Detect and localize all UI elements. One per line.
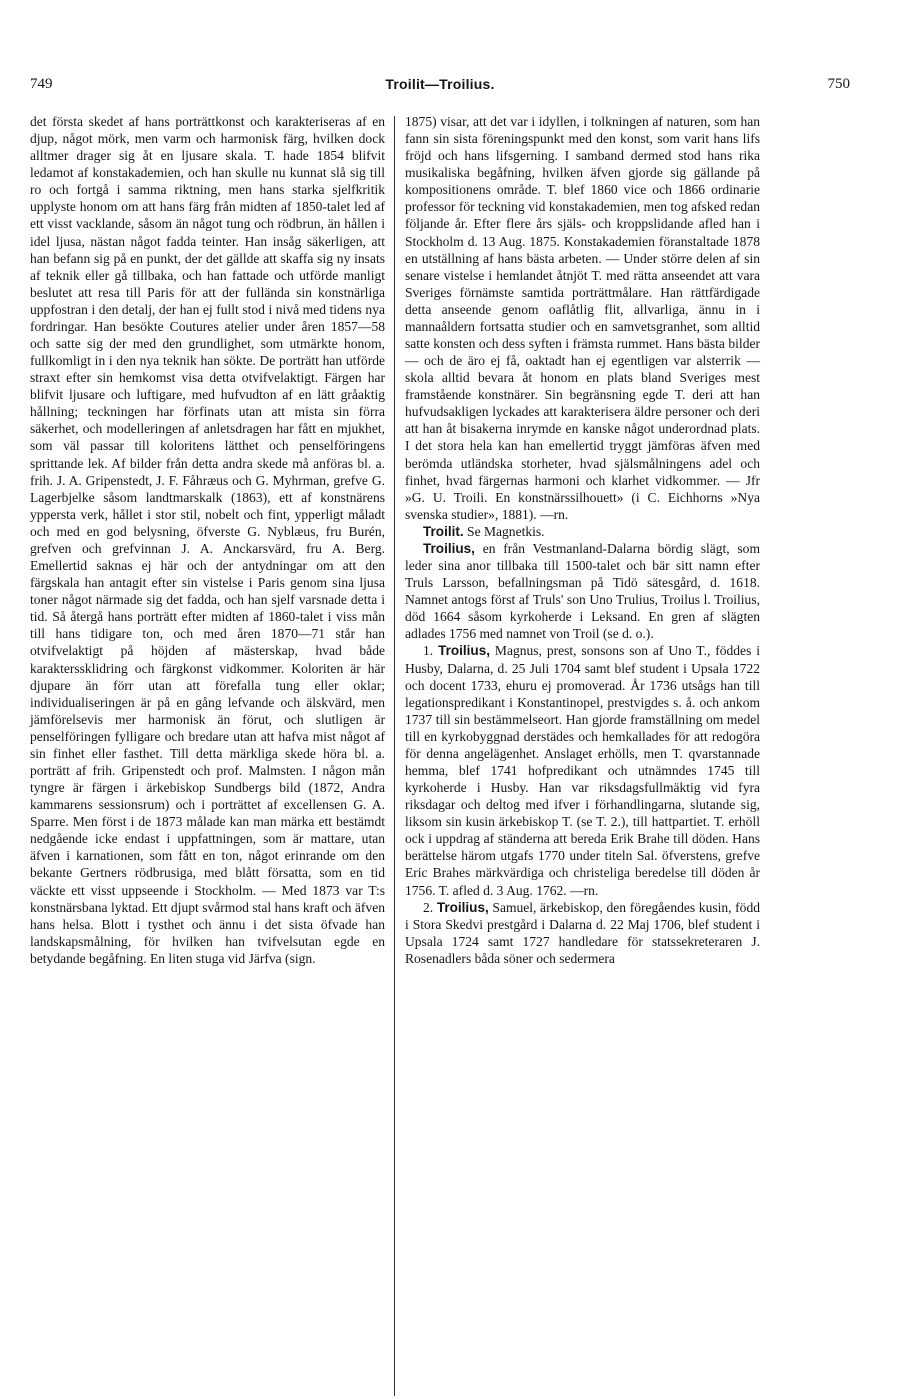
right-column	[405, 113, 760, 967]
page-number-left: 749	[30, 76, 53, 92]
left-column-text: det första skedet af hans porträttkonst och karakteriseras af en djup, något mörk, men varm och harmonisk färg, hvilken dock alltmer drager sig åt en ljusare skala. T. hade 1854 blifvit ledamot af konstakademien, och han skulle nu kunnat slå sig till ro och fortgå i samma riktning, men hans starka sjelfkritik upplyste honom om att hans färg från midten af 1850-talet led af ett visst vacklande, såsom än något tung och rödbrun, än hållen i idel ljusa, nästan något fadda teinter. Han insåg säkerligen, att han befann sig på en punkt, der det gällde att skaffa sig ny insats af teknik eller gå tillbaka, och han fattade och utförde manligt beslutet att resa till Paris för att der fullända sin konstnärliga uppfostran i den detalj, der han ej fullt stod i nivå med tidens nya fordringar. Han besökte Coutures atelier under åren 1857—58 och satte sig der med den grundlighet, som utmärkte honom, fullkomligt in i den nya teknik han sökte. De porträtt han utförde straxt efter sin hemkomst visa detta otvifvelaktigt. Färgen har blifvit ljusare och luftigare, med hufvudton af en lätt gråaktig hållning; teckningen har förfinats utan att mista sin förra säkerhet, och modelleringen af anletsdragen har fått en mjukhet, som väl passar till koloritens lätthet och penselföringens sprittande lek. Af bilder från detta andra skede må anföras bl. a. frih. J. A. Gripenstedt, J. F. Fåhræus och G. Myhrman, grefve G. Lagerbjelke såsom landtmarskalk (1863), ett af konstnärens yppersta verk, hållet i stor stil, nobelt och fint, ypperligt måladt och med en god belysning, öfverste G. Nyblæus, fru Burén, grefven och grefvinnan J. A. Anckarsvärd, fru A. Berg. Emellertid saknas ej här och der antydningar om att den färgskala han antagit efter sin vistelse i Paris genom sina ljusa toner något närmade sig det fadda, och han sjelf varsnade detta i tid. Så återgå hans porträtt efter midten af 1860-talet i viss mån till hans tidigare ton, och med åren 1870—71 står han otvifvelaktigt på höjden af mästerskap, hvad både karakterssklidring och färgkonst vidkommer. Koloriten är här djupare än förr utan att förefalla tung eller oklar; individualiseringen är på en gång lefvande och älskvärd, men jämförelsevis mer harmonisk än förut, och slutligen är penselföringen fylligare och bredare utan att hafva mist något af sin finhet eller fasthet. Till detta märkliga skede höra bl. a. porträtt af frih. Gripenstedt och prof. Malmsten. I någon mån tyngre är färgen i ärkebiskop Sundbergs bild (1872, Andra kammarens sessionsrum) och i porträttet af excellensen G. A. Sparre. Men först i de 1873 målade kan man märka ett bestämdt nedgående icke endast i uppfattningen, som är mattare, utan äfven i karnationen, som fått en ton, något erinrande om den bekante Gertners rödbrusiga, med blått försatta, som en tid väckte ett visst uppseende i Stockholm. — Med 1873 var T:s konstnärsbana lyktad. Ett djupt svårmod stal hans kraft och äfven hans helsa. Blott i tysthet och ännu i det sista öfvade han landskapsmålning, för hvilken han tvifvelsutan egde en betydande begåfning. En liten stuga vid Järfva (sign.	[30, 114, 385, 966]
entry-headword: Troilius,	[438, 643, 491, 659]
left-column	[30, 113, 385, 967]
page-number-right: 750	[827, 76, 850, 92]
page-header	[30, 76, 850, 98]
entry-text: Magnus, prest, sonsons son af Uno T., föddes i Husby, Dalarna, d. 25 Juli 1704 samt blef student i Upsala 1722 och docent 1733, ehuru ej promoverad. År 1736 utsågs han till legationspredikant i Konstantinopel, prestvigdes s. å. och ankom 1737 till sin bestämmelseort. Han gjorde framställning om medel till en kyrkobyggnad derstädes och hemkallades för att redogöra för denna angelägenhet. Anslaget erhölls, men T. qvarstannade hemma, blef 1741 hofpredikant och utnämndes 1745 till kyrkoherde i Husby. Han var riksdagsfullmäktig vid fyra riksdagar och deltog med ifver i förhandlingarna, slutande sig, liksom sin kusin ärkebiskop T. (se T. 2.), till hattpartiet. T. erhöll ock i uppdrag af ständerna att bereda Erik Brahe till döden. Hans berättelse härom utgafs 1770 under titeln Sal. öfverstens, grefve Eric Brahes märkvärdiga och christeliga beredelse till döden år 1756. T. afled d. 3 Aug. 1762. —rn.	[405, 643, 760, 898]
entry-headword: Troilit.	[423, 523, 464, 539]
column-divider	[394, 116, 395, 1396]
entry-troilit	[405, 523, 760, 540]
entry-number: 1.	[423, 643, 434, 659]
entry-troilius-samuel	[405, 899, 760, 967]
entry-text: Samuel, ärkebiskop, den föregåendes kusin, född i Stora Skedvi prestgård i Dalarna d. 22 Maj 1706, blef student i Upsala 1724 samt 1727 handledare för statssekreteraren J. Rosenadlers båda söner och sedermera	[405, 899, 760, 966]
entry-troilius-magnus	[405, 642, 760, 898]
entry-text: Se Magnetkis.	[467, 523, 545, 539]
running-head: Troilit—Troilius.	[385, 76, 495, 92]
entry-troilius-family	[405, 540, 760, 642]
entry-headword: Troilius,	[423, 540, 475, 556]
entry-continuation: 1875) visar, att det var i idyllen, i tolkningen af naturen, som han fann sin sista föreningspunkt med den konst, som varit hans lifs fröjd och hans lifsgerning. I samband dermed stod hans rika musikaliska begåfning, hvilken äfven gjorde sig gällande på kompositionens område. T. blef 1860 vice och 1866 ordinarie professor för teckning vid konstakademien, men tog afsked redan följande år. Efter flere års själs- och kroppslidande afled han i Stockholm d. 13 Aug. 1875. Konstakademien föranstaltade 1878 en utställning af hans bästa arbeten. — Under större delen af sin senare vistelse i hemlandet åtnjöt T. med rätta anseendet att vara Sveriges förnämste samtida porträttmålare. Han rättfärdigade detta anseende genom oaflåtlig flit, allvarliga, ännu in i mannaåldern fortsatta studier och en samvetsgranhet, som alltid satte konsten och dess syften i främsta rummet. Hans bästa bilder — och de äro ej få, oaktadt han ej egentligen var alsterrik — skola alltid bevara åt honom en plats bland Sveriges mest framstående konstnärer. Sin begränsning egde T. deri att han hufvudsakligen lyckades att karakterisera äldre personer och deri att han åt bisakerna inrymde en kanske något underordnad plats. I det stora hela kan han emellertid tryggt jämföras äfven med berömda utländska storheter, hvad själsmålningens adel och finhet, hvad färgernas harmoni och klarhet vidkommer. — Jfr »G. U. Troili. En konstnärssilhouett» (i C. Eichhorns »Nya svenska studier», 1881). —rn.	[405, 114, 760, 522]
entry-number: 2.	[423, 899, 434, 915]
entry-text: en från Vestmanland-Dalarna bördig slägt, som leder sina anor tillbaka till 1500-talet och bär sitt namn efter Truls Larsson, befallningsman på Tidö sätesgård, d. 1618. Namnet antogs först af Truls' son Uno Trulius, Troilus l. Troilius, död 1664 såsom kyrkoherde i Leksand. En gren af slägten adlades 1756 med namnet von Troil (se d. o.).	[405, 540, 760, 642]
entry-headword: Troilius,	[436, 899, 489, 915]
